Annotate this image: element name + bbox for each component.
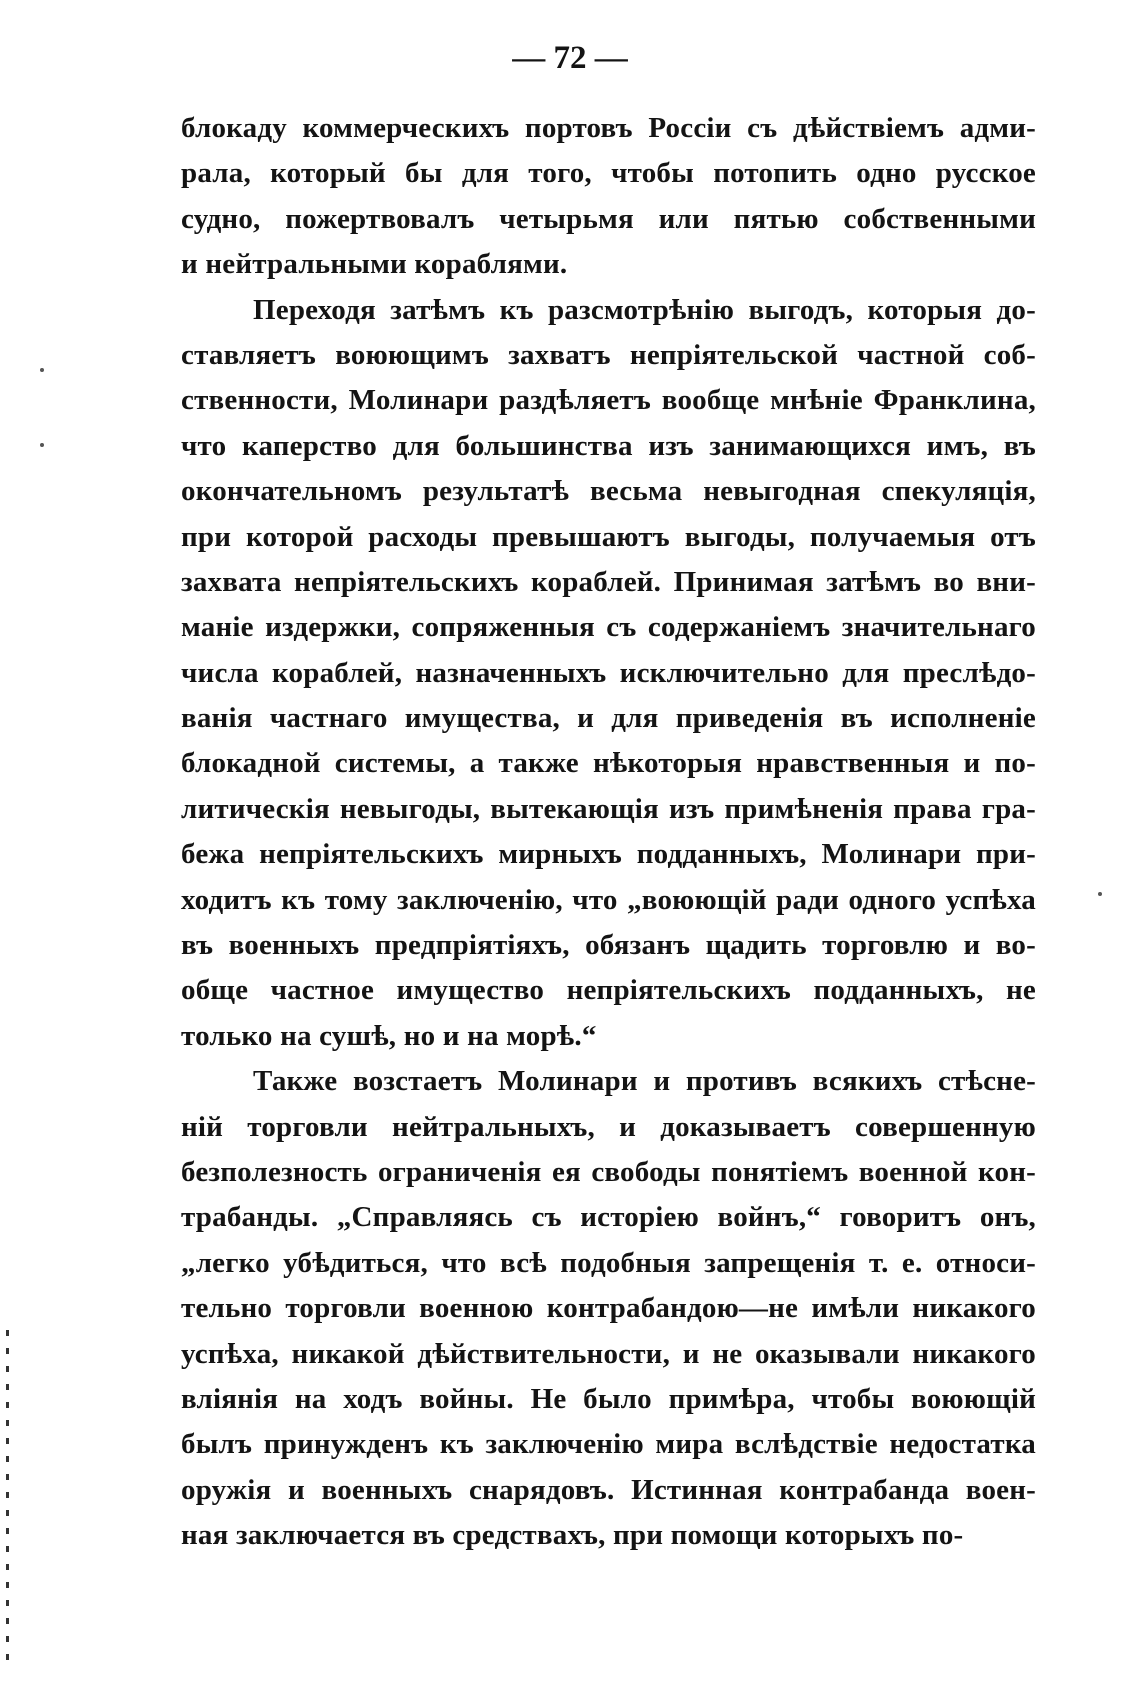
text-line: ставляетъ воюющимъ захватъ непріятельской частной соб- [181,338,1036,371]
text-line: и нейтральными кораблями. [181,248,568,281]
text-line: успѣха, никакой дѣйствительности, и не оказывали никакого [181,1337,1036,1370]
text-line: рала, который бы для того, чтобы потопить одно русское [181,157,1036,190]
text-line: ванія частнаго имущества, и для приведенія въ исполненіе [181,702,1036,735]
text-line: былъ принужденъ къ заключенію мира вслѣдствіе недостатка [181,1428,1036,1461]
text-line: ній торговли нейтральныхъ, и доказываетъ совершенную [181,1110,1036,1143]
body-text [181,106,1036,1559]
text-line: что каперство для большинства изъ занимающихся имъ, въ [181,429,1036,462]
text-line: блокаду коммерческихъ портовъ Россіи съ дѣйствіемъ адми- [181,112,1036,144]
text-line: безполезность ограниченія ея свободы понятіемъ военной кон- [181,1155,1036,1188]
binding-edge-marks [6,1330,9,1670]
paragraph [181,288,1036,1060]
text-line: маніе издержки, сопряженныя съ содержаніемъ значительнаго [181,611,1036,644]
text-line: числа кораблей, назначенныхъ исключительно для преслѣдо- [181,656,1036,689]
text-line: литическія невыгоды, вытекающія изъ примѣненія права гра- [181,792,1036,825]
text-line: въ военныхъ предпріятіяхъ, обязанъ щадить торговлю и во- [181,929,1036,962]
margin-speck [40,443,44,447]
paragraph [181,106,1036,288]
text-line: тельно торговли военною контрабандою—не имѣли никакого [181,1292,1036,1325]
paragraph [181,1059,1036,1558]
text-line: „легко убѣдиться, что всѣ подобныя запрещенія т. е. относи- [181,1246,1036,1279]
text-line: ственности, Молинари раздѣляетъ вообще мнѣніе Франклина, [181,384,1036,417]
text-line: при которой расходы превышаютъ выгоды, получаемыя отъ [181,520,1036,553]
text-line: Переходя затѣмъ къ разсмотрѣнію выгодъ, которыя до- [253,293,1036,326]
text-line: вліянія на ходъ войны. Не было примѣра, чтобы воюющій [181,1382,1036,1415]
text-line: трабанды. „Справляясь съ исторіею войнъ,“ говоритъ онъ, [181,1201,1036,1234]
text-line: оружія и военныхъ снарядовъ. Истинная контрабанда воен- [181,1473,1036,1506]
text-line: окончательномъ результатѣ весьма невыгодная спекуляція, [181,475,1036,508]
margin-speck [1098,892,1102,896]
text-line: блокадной системы, а также нѣкоторыя нравственныя и по- [181,747,1036,780]
margin-speck [40,368,44,372]
text-line: захвата непріятельскихъ кораблей. Принимая затѣмъ во вни- [181,565,1036,598]
text-line: Также возстаетъ Молинари и противъ всякихъ стѣсне- [253,1065,1036,1098]
text-line: ная заключается въ средствахъ, при помощи которыхъ по- [181,1519,964,1552]
text-line: ходитъ къ тому заключенію, что „воюющій ради одного успѣха [181,883,1036,916]
text-line: только на сушѣ, но и на морѣ.“ [181,1019,597,1052]
text-line: судно, пожертвовалъ четырьмя или пятью собственными [181,202,1036,235]
text-line: бежа непріятельскихъ мирныхъ подданныхъ, Молинари при- [181,838,1036,871]
page-number: — 72 — [512,40,628,76]
text-line: обще частное имущество непріятельскихъ подданныхъ, не [181,974,1036,1007]
